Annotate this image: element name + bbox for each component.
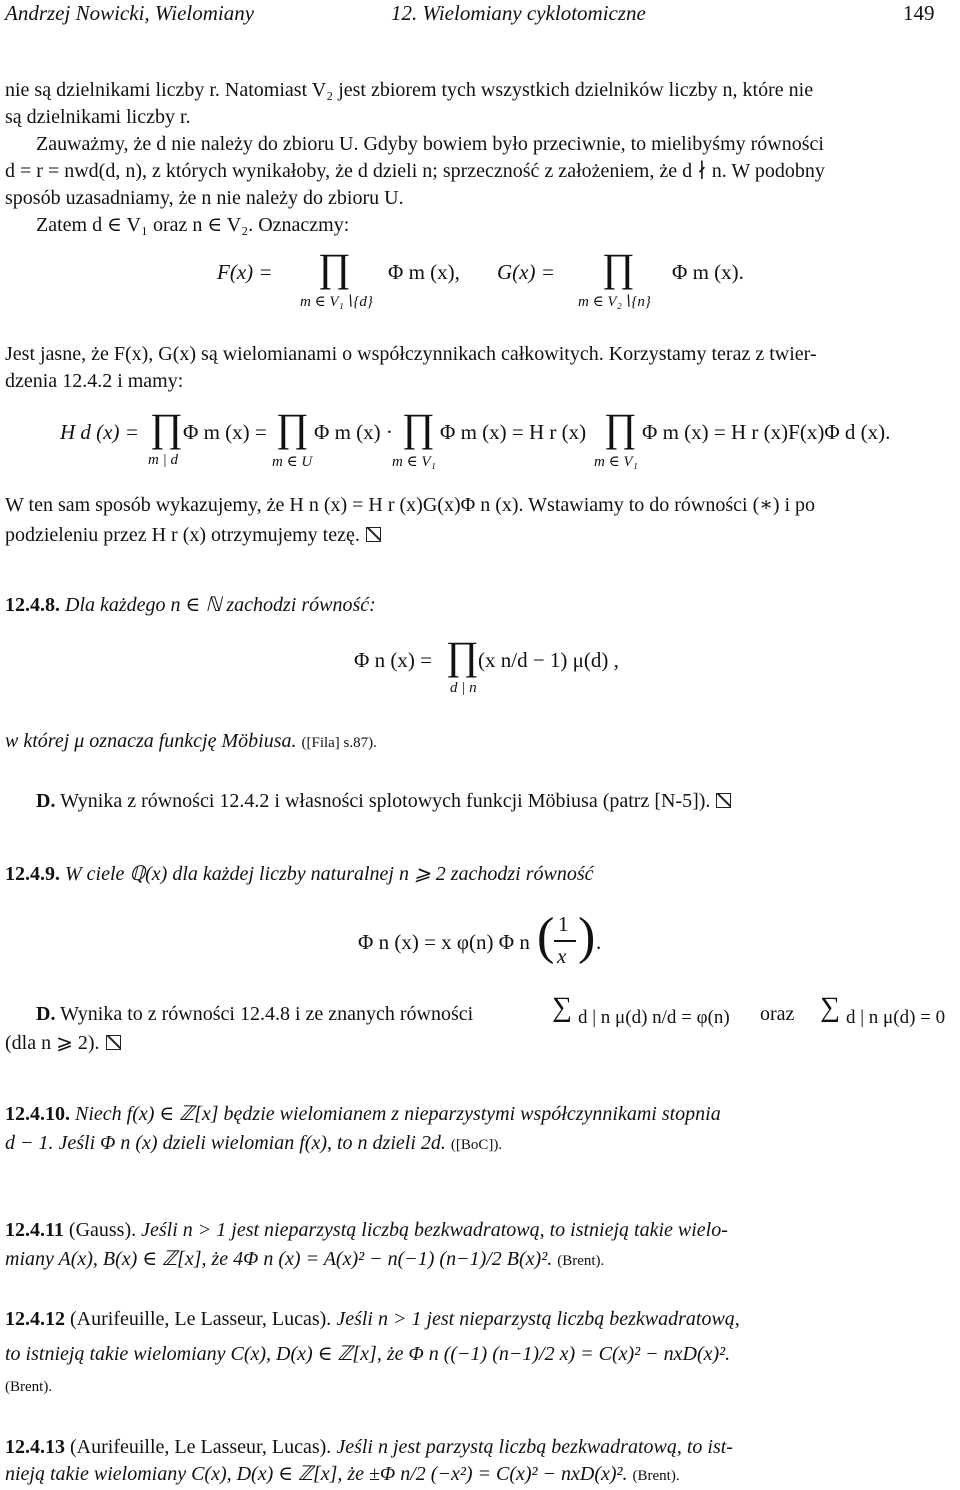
product-symbol: ∏: [150, 405, 183, 450]
eq2-part-5: Φ m (x) = H r (x)F(x)Φ d (x).: [642, 420, 891, 444]
eq2-sub-1: m | d: [148, 452, 178, 468]
theorem-12-4-8: [5, 592, 376, 618]
theorem-statement: W ciele ℚ(x) dla każdej liczby naturalnej n ⩾ 2 zachodzi równość: [65, 863, 594, 885]
reference: (Brent).: [5, 1379, 53, 1395]
theorem-label: 12.4.11: [5, 1219, 64, 1241]
thm-12-4-9-proof-end: (dla n ⩾ 2).: [5, 1030, 121, 1056]
eq2-sub-2: m ∈ U: [272, 454, 313, 470]
thm-12-4-9-sum-2: d | n μ(d) = 0: [846, 1007, 946, 1028]
theorem-12-4-9: [5, 861, 594, 887]
eq1-sub-f: m ∈ V₁∖{d}: [300, 294, 373, 310]
eq2-part-1: H d (x) =: [60, 420, 139, 444]
theorem-label: 12.4.12: [5, 1308, 65, 1330]
proof-label: D.: [36, 1003, 56, 1025]
thm-12-4-8-proof: D. Wynika z równości 12.4.2 i własności splotowych funkcji Möbiusa (patrz [N-5]).: [36, 788, 731, 814]
eq2-sub-4: m ∈ V₁: [594, 454, 638, 470]
intro-line-1: nie są dzielnikami liczby r. Natomiast V₂ jest zbiorem tych wszystkich dzielników liczby n, które nie: [5, 79, 814, 101]
theorem-12-4-11: 12.4.11 (Gauss). Jeśli n > 1 jest nieparzystą liczbą bezkwadratową, to istnieją takie wielo-: [5, 1219, 728, 1241]
eq1-term-f: Φ m (x),: [388, 260, 460, 284]
eq1-lhs-f: F(x) =: [217, 260, 273, 284]
after-eq2-line-1: W ten sam sposób wykazujemy, że H n (x) = H r (x)G(x)Φ n (x). Wstawiamy to do równości (∗) i po: [5, 494, 816, 516]
eq1-sub-g: m ∈ V₂∖{n}: [578, 294, 651, 310]
header-page-number: 149: [903, 1, 935, 25]
reference: (Brent).: [557, 1253, 605, 1269]
reference: ([Fila] s.87).: [301, 735, 377, 751]
eq2-part-3: Φ m (x) ·: [314, 420, 393, 444]
qed-box-icon: [366, 527, 381, 542]
theorem-12-4-12-line-2: to istnieją takie wielomiany C(x), D(x) ∈ ℤ[x], że Φ n ((−1) (n−1)/2 x) = C(x)² − nxD(x)².: [5, 1343, 731, 1365]
thm-12-4-8-after: w której μ oznacza funkcję Möbiusa. ([Fila] s.87).: [5, 730, 377, 752]
intro-line-4: d = r = nwd(d, n), z których wynikałoby, że d dzieli n; sprzeczność z założeniem, że d ∤ n. W podobny: [5, 160, 825, 182]
right-paren: ): [578, 908, 596, 965]
header-chapter: 12. Wielomiany cyklotomiczne: [391, 1, 646, 25]
product-symbol: ∏: [276, 405, 309, 450]
intro-line-5: sposób uzasadniamy, że n nie należy do zbioru U.: [5, 187, 404, 209]
theorem-label: 12.4.10.: [5, 1103, 70, 1125]
thm-12-4-9-sum-1: d | n μ(d) n/d = φ(n): [578, 1007, 730, 1028]
thm-12-4-9-proof: D. Wynika to z równości 12.4.8 i ze znanych równości: [36, 1003, 474, 1025]
theorem-label: 12.4.8.: [5, 594, 60, 616]
product-symbol: ∏: [402, 405, 435, 450]
thm-12-4-9-conj: oraz: [760, 1003, 795, 1025]
theorem-12-4-10-line-2: d − 1. Jeśli Φ n (x) dzieli wielomian f(x), to n dzieli 2d. ([BoC]).: [5, 1132, 503, 1154]
theorem-12-4-11-line-2: miany A(x), B(x) ∈ ℤ[x], że 4Φ n (x) = A(x)² − n(−1) (n−1)/2 B(x)². (Brent).: [5, 1248, 605, 1270]
product-symbol: ∏: [318, 245, 351, 290]
after-eq2-line-2: podzieleniu przez H r (x) otrzymujemy tezę.: [5, 522, 381, 548]
product-symbol: ∏: [602, 245, 635, 290]
theorem-label: 12.4.9.: [5, 863, 60, 885]
eq2-sub-3: m ∈ V₁: [392, 454, 436, 470]
theorem-statement: Dla każdego n ∈ ℕ zachodzi równość:: [65, 594, 376, 616]
sum-symbol: ∑: [820, 992, 840, 1023]
theorem-label: 12.4.13: [5, 1436, 65, 1458]
reference: (Brent).: [632, 1468, 680, 1484]
theorem-12-4-13: 12.4.13 (Aurifeuille, Le Lasseur, Lucas). Jeśli n jest parzystą liczbą bezkwadratową, to ist-: [5, 1436, 733, 1458]
intro-line-3: Zauważmy, że d nie należy do zbioru U. Gdyby bowiem było przeciwnie, to mielibyśmy równości: [36, 133, 824, 155]
period: .: [596, 930, 602, 954]
eq2-part-2: Φ m (x) =: [183, 420, 267, 444]
fraction-bar: [554, 940, 576, 942]
theorem-12-4-13-line-2: nieją takie wielomiany C(x), D(x) ∈ ℤ[x], że ±Φ n/2 (−x²) = C(x)² − nxD(x)². (Brent).: [5, 1463, 680, 1485]
after-eq1-line-1: Jest jasne, że F(x), G(x) są wielomianami o współczynnikach całkowitych. Korzystamy teraz z twier-: [5, 343, 817, 365]
sum-symbol: ∑: [552, 992, 572, 1023]
theorem-12-4-10: 12.4.10. Niech f(x) ∈ ℤ[x] będzie wielomianem z nieparzystymi współczynnikami stopnia: [5, 1103, 721, 1125]
product-symbol: ∏: [446, 633, 479, 678]
intro-line-6: Zatem d ∈ V₁ oraz n ∈ V₂. Oznaczmy:: [36, 214, 350, 236]
fraction-numerator: 1: [558, 912, 569, 936]
eq1-lhs-g: G(x) =: [497, 260, 555, 284]
theorem-12-4-12: 12.4.12 (Aurifeuille, Le Lasseur, Lucas). Jeśli n > 1 jest nieparzystą liczbą bezkwadratową,: [5, 1308, 740, 1330]
intro-line-2: są dzielnikami liczby r.: [5, 106, 191, 128]
left-paren: (: [537, 908, 555, 965]
after-eq1-line-2: dzenia 12.4.2 i mamy:: [5, 370, 184, 392]
qed-box-icon: [716, 793, 731, 808]
thm-12-4-8-factor: (x n/d − 1) μ(d) ,: [478, 648, 619, 672]
header-author: Andrzej Nowicki, Wielomiany: [5, 1, 255, 25]
proof-label: D.: [36, 790, 56, 812]
product-symbol: ∏: [604, 405, 637, 450]
eq2-part-4: Φ m (x) = H r (x): [440, 420, 587, 444]
qed-box-icon: [106, 1035, 121, 1050]
thm-12-4-8-formula: Φ n (x) =: [354, 648, 432, 672]
thm-12-4-8-sub: d | n: [450, 680, 477, 696]
fraction-denominator: x: [557, 944, 567, 968]
eq1-term-g: Φ m (x).: [672, 260, 744, 284]
thm-12-4-9-formula: Φ n (x) = x φ(n) Φ n: [358, 930, 530, 954]
reference: ([BoC]).: [450, 1137, 503, 1153]
